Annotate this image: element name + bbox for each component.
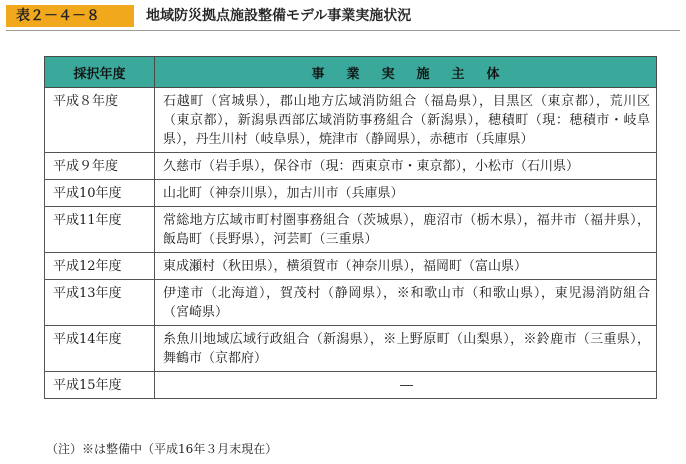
footnote: （注）※は整備中（平成16年３月末現在） xyxy=(46,442,278,456)
row-year: 平成12年度 xyxy=(45,253,155,280)
row-entities: 久慈市（岩手県），保谷市（現：西東京市・東京都），小松市（石川県） xyxy=(155,153,657,180)
table-row xyxy=(45,153,657,180)
row-entities: 山北町（神奈川県），加古川市（兵庫県） xyxy=(155,180,657,207)
row-year: 平成15年度 xyxy=(45,372,155,399)
table-row xyxy=(45,280,657,326)
row-entities: 伊達市（北海道），賀茂村（静岡県），※和歌山市（和歌山県），東児湯消防組合（宮崎県） xyxy=(155,280,657,326)
row-entities: 常総地方広域市町村圏事務組合（茨城県），鹿沼市（栃木県），福井市（福井県），飯島町（長野県），河芸町（三重県） xyxy=(155,207,657,253)
row-year: 平成10年度 xyxy=(45,180,155,207)
table-row xyxy=(45,253,657,280)
table-row xyxy=(45,88,657,153)
table-header-row xyxy=(45,57,657,88)
column-header-entities: 事業実施主体 xyxy=(155,57,657,88)
row-year: 平成14年度 xyxy=(45,326,155,372)
implementation-status-table xyxy=(44,56,657,399)
row-entities: ― xyxy=(155,372,657,399)
row-year: 平成９年度 xyxy=(45,153,155,180)
table-row xyxy=(45,372,657,399)
row-entities: 東成瀬村（秋田県），横須賀市（神奈川県），福岡町（富山県） xyxy=(155,253,657,280)
title-underline xyxy=(6,30,680,31)
table-row xyxy=(45,326,657,372)
table-row xyxy=(45,180,657,207)
row-entities: 糸魚川地域広域行政組合（新潟県），※上野原町（山梨県），※鈴鹿市（三重県），舞鶴市（京都府） xyxy=(155,326,657,372)
row-year: 平成11年度 xyxy=(45,207,155,253)
row-year: 平成８年度 xyxy=(45,88,155,153)
table-number-tag: 表２－４－８ xyxy=(6,5,134,27)
column-header-year: 採択年度 xyxy=(45,57,155,88)
table-row xyxy=(45,207,657,253)
title-bar xyxy=(0,0,686,34)
row-year: 平成13年度 xyxy=(45,280,155,326)
row-entities: 石越町（宮城県），郡山地方広域消防組合（福島県），目黒区（東京都），荒川区（東京都），新潟県西部広域消防事務組合（新潟県），穂積町（現：穂積市・岐阜県），丹生川村（岐阜県），焼津市（静岡県），赤穂市（兵庫県） xyxy=(155,88,657,153)
table-title: 地域防災拠点施設整備モデル事業実施状況 xyxy=(146,8,412,24)
